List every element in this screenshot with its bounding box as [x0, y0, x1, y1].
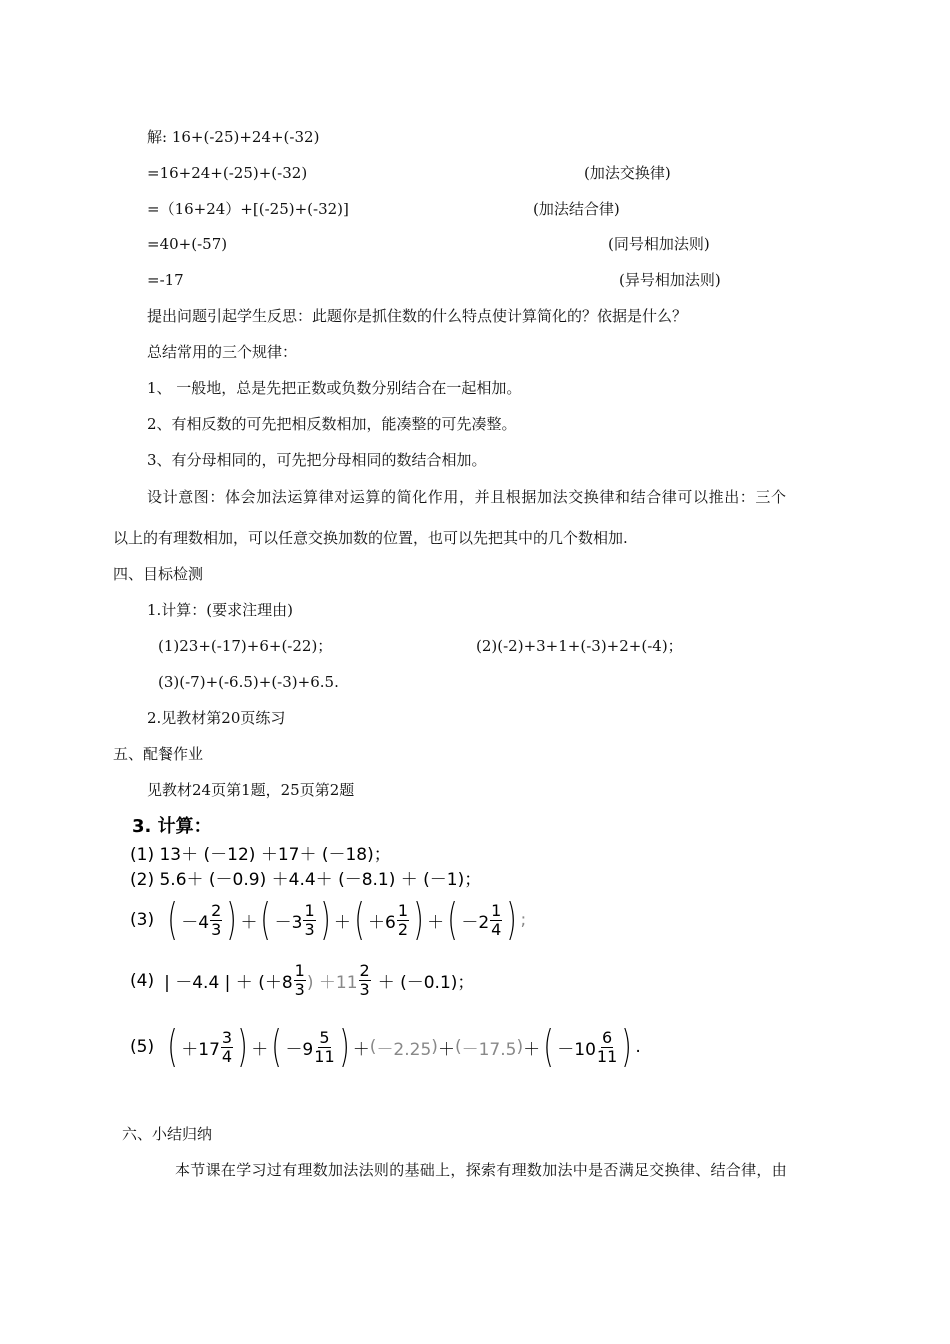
rule-1: 1、 一般地，总是先把正数或负数分别结合在一起相加。 — [147, 379, 522, 397]
row3-term2-fraction: $\frac{1}{3}$ — [304, 900, 315, 939]
problem-1: (1)23+(-17)+6+(-22)； — [158, 637, 333, 655]
row3-term4-whole: －2 — [461, 912, 490, 933]
row3-term1-whole: －4 — [181, 912, 210, 933]
exercise-row-3: (3) ( －4 $\frac{2}{3}$ ) ＋ ( －3 $\frac{1}{3}$ ) ＋ ( ＋6 $\frac{1}{2}$ ) ＋ ( －2 $\frac{1}{4}$ ) ; — [130, 894, 527, 945]
exercise-row-1: (1) 13＋ (－12) ＋17＋ (－18)； — [130, 845, 391, 865]
problem-2: (2)(-2)+3+1+(-3)+2+(-4)； — [476, 637, 683, 655]
solution-line-2: =16+24+(-25)+(-32) — [147, 164, 308, 182]
section4-item2: 2.见教材第20页练习 — [147, 709, 286, 727]
section5-text: 见教材24页第1题，25页第2题 — [147, 781, 355, 799]
row3-term3-whole: ＋6 — [367, 912, 396, 933]
row3-end: ; — [520, 910, 527, 930]
row5-term5-whole: －10 — [557, 1039, 596, 1060]
note-diff-sign: (异号相加法则) — [619, 271, 721, 289]
row3-term4-fraction: $\frac{1}{4}$ — [491, 900, 502, 939]
row4-fraction-2: $\frac{2}{3}$ — [359, 961, 370, 999]
note-same-sign: (同号相加法则) — [608, 235, 710, 253]
row3-term1-fraction: $\frac{2}{3}$ — [211, 900, 222, 939]
exercise-row-2: (2) 5.6＋ (－0.9) ＋4.4＋ (－8.1) ＋ (－1)； — [130, 870, 482, 890]
row4-part-c: ＋ (－0.1)； — [377, 973, 475, 993]
row4-part-b: ) ＋11 — [306, 973, 358, 993]
solution-line-3: =（16+24）+[(-25)+(-32)] — [147, 200, 349, 218]
row5-term1-fraction: $\frac{3}{4}$ — [221, 1027, 233, 1066]
exercise-block — [130, 810, 641, 1080]
note-associative: (加法结合律) — [533, 200, 620, 218]
section6-title: 六、小结归纳 — [122, 1125, 213, 1143]
solution-line-1: 解: 16+(-25)+24+(-32) — [147, 128, 320, 146]
row3-term2-whole: －3 — [274, 912, 303, 933]
row5-label: (5) — [130, 1037, 155, 1057]
row5-term4: －17.5 — [461, 1039, 517, 1060]
solution-line-5: =-17 — [147, 271, 184, 289]
row5-term5-fraction: $\frac{6}{11}$ — [596, 1027, 618, 1066]
row5-term2-fraction: $\frac{5}{11}$ — [314, 1027, 335, 1066]
reflection-text: 提出问题引起学生反思：此题你是抓住数的什么特点使计算简化的？依据是什么？ — [147, 307, 688, 325]
rule-2: 2、有相反数的可先把相反数相加，能凑整的可先凑整。 — [147, 415, 517, 433]
section6-text: 本节课在学习过有理数加法法则的基础上，探索有理数加法中是否满足交换律、结合律，由 — [175, 1161, 788, 1179]
exercise-row-4 — [130, 962, 474, 999]
row3-label: (3) — [130, 910, 155, 930]
row5-term2-whole: －9 — [285, 1039, 314, 1060]
section4-item1: 1.计算：(要求注理由) — [147, 601, 294, 619]
exercise-row-5: (5) ( ＋17 $\frac{3}{4}$ ) ＋ ( －9 $\frac{5}{11}$ ) ＋ ( －2.25 ) ＋ ( －17.5 ) ＋ ( －10 $\frac{6}{11}$ ) . — [130, 1021, 641, 1072]
row5-end: . — [635, 1037, 641, 1057]
row5-term3: －2.25 — [376, 1039, 432, 1060]
row4-part-a: | －4.4 | ＋ (＋8 — [164, 973, 293, 993]
rule-3: 3、有分母相同的，可先把分母相同的数结合相加。 — [147, 451, 487, 469]
row4-fraction-1: $\frac{1}{3}$ — [294, 961, 305, 999]
note-commutative: (加法交换律) — [584, 164, 671, 182]
section5-title: 五、配餐作业 — [113, 745, 204, 763]
row3-term3-fraction: $\frac{1}{2}$ — [397, 900, 408, 939]
problem-3: (3)(-7)+(-6.5)+(-3)+6.5. — [158, 673, 339, 691]
section4-title: 四、目标检测 — [113, 565, 204, 583]
row4-label: (4) — [130, 970, 155, 991]
exercise-title: 3. 计算： — [132, 816, 212, 837]
row5-term1-whole: ＋17 — [181, 1039, 220, 1060]
solution-line-4: =40+(-57) — [147, 235, 228, 253]
design-intent-line-2: 以上的有理数相加，可以任意交换加数的位置，也可以先把其中的几个数相加. — [113, 529, 628, 547]
design-intent-line-1: 设计意图：体会加法运算律对运算的简化作用，并且根据加法交换律和结合律可以推出：三个 — [147, 488, 787, 506]
summary-intro: 总结常用的三个规律： — [147, 343, 298, 361]
